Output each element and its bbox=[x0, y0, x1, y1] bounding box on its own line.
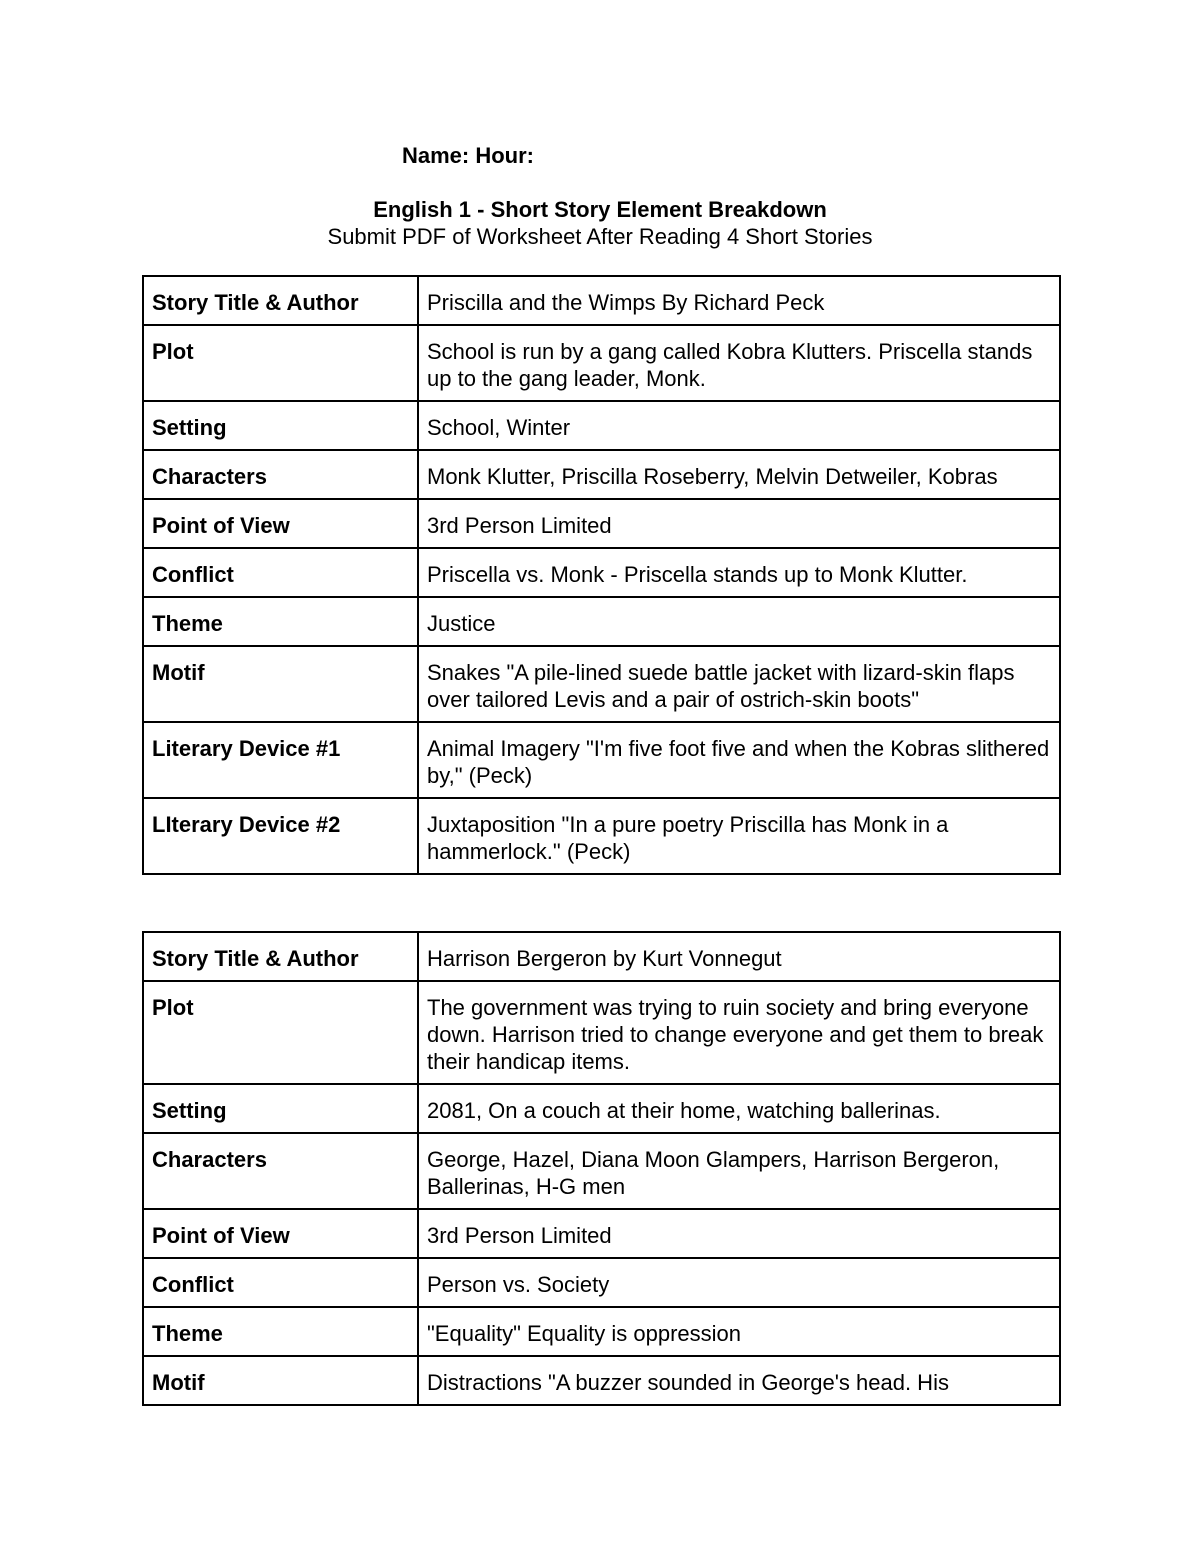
table-row bbox=[143, 1133, 1060, 1209]
table-row bbox=[143, 1084, 1060, 1133]
row-label: Story Title & Author bbox=[143, 276, 418, 325]
row-label: Point of View bbox=[143, 1209, 418, 1258]
row-label: Characters bbox=[143, 450, 418, 499]
table-row bbox=[143, 646, 1060, 722]
row-value: George, Hazel, Diana Moon Glampers, Harrison Bergeron, Ballerinas, H-G men bbox=[418, 1133, 1060, 1209]
table-row bbox=[143, 981, 1060, 1084]
row-label: Setting bbox=[143, 1084, 418, 1133]
table-row bbox=[143, 932, 1060, 981]
table-row bbox=[143, 325, 1060, 401]
row-value: "Equality" Equality is oppression bbox=[418, 1307, 1060, 1356]
row-value: Juxtaposition "In a pure poetry Priscilla has Monk in a hammerlock." (Peck) bbox=[418, 798, 1060, 874]
table-row bbox=[143, 1258, 1060, 1307]
row-label: Theme bbox=[143, 1307, 418, 1356]
row-value: Harrison Bergeron by Kurt Vonnegut bbox=[418, 932, 1060, 981]
table-row bbox=[143, 450, 1060, 499]
name-hour-line: Name: Hour: bbox=[402, 143, 535, 168]
row-value: Priscella vs. Monk - Priscella stands up to Monk Klutter. bbox=[418, 548, 1060, 597]
page-subtitle: Submit PDF of Worksheet After Reading 4 Short Stories bbox=[327, 224, 873, 249]
table-row bbox=[143, 1356, 1060, 1405]
row-value: 3rd Person Limited bbox=[418, 499, 1060, 548]
row-label: Plot bbox=[143, 981, 418, 1084]
row-label: Conflict bbox=[143, 548, 418, 597]
row-value: Person vs. Society bbox=[418, 1258, 1060, 1307]
row-label: Motif bbox=[143, 1356, 418, 1405]
story-breakdown-table-2 bbox=[142, 931, 1061, 1406]
table-row bbox=[143, 499, 1060, 548]
row-value: Snakes "A pile-lined suede battle jacket with lizard-skin flaps over tailored Levis and a pair of ostrich-skin boots" bbox=[418, 646, 1060, 722]
row-label: Story Title & Author bbox=[143, 932, 418, 981]
row-label: Motif bbox=[143, 646, 418, 722]
row-value: 2081, On a couch at their home, watching ballerinas. bbox=[418, 1084, 1060, 1133]
row-value: 3rd Person Limited bbox=[418, 1209, 1060, 1258]
table-row bbox=[143, 1209, 1060, 1258]
table-row bbox=[143, 1307, 1060, 1356]
row-label: LIterary Device #2 bbox=[143, 798, 418, 874]
row-label: Point of View bbox=[143, 499, 418, 548]
table-row bbox=[143, 548, 1060, 597]
row-value: School is run by a gang called Kobra Klutters. Priscella stands up to the gang leader, Monk. bbox=[418, 325, 1060, 401]
page-title: English 1 - Short Story Element Breakdown bbox=[373, 197, 827, 222]
table-row bbox=[143, 276, 1060, 325]
row-label: Literary Device #1 bbox=[143, 722, 418, 798]
row-value: School, Winter bbox=[418, 401, 1060, 450]
table-row bbox=[143, 401, 1060, 450]
row-label: Plot bbox=[143, 325, 418, 401]
row-value: Animal Imagery "I'm five foot five and when the Kobras slithered by," (Peck) bbox=[418, 722, 1060, 798]
row-label: Conflict bbox=[143, 1258, 418, 1307]
row-value: Justice bbox=[418, 597, 1060, 646]
row-value: Distractions "A buzzer sounded in George's head. His bbox=[418, 1356, 1060, 1405]
row-value: Priscilla and the Wimps By Richard Peck bbox=[418, 276, 1060, 325]
story-breakdown-table-1 bbox=[142, 275, 1061, 875]
row-label: Characters bbox=[143, 1133, 418, 1209]
row-value: Monk Klutter, Priscilla Roseberry, Melvin Detweiler, Kobras bbox=[418, 450, 1060, 499]
row-label: Setting bbox=[143, 401, 418, 450]
table-row bbox=[143, 798, 1060, 874]
table-row bbox=[143, 722, 1060, 798]
row-label: Theme bbox=[143, 597, 418, 646]
row-value: The government was trying to ruin society and bring everyone down. Harrison tried to change everyone and get them to break their handicap items. bbox=[418, 981, 1060, 1084]
table-row bbox=[143, 597, 1060, 646]
